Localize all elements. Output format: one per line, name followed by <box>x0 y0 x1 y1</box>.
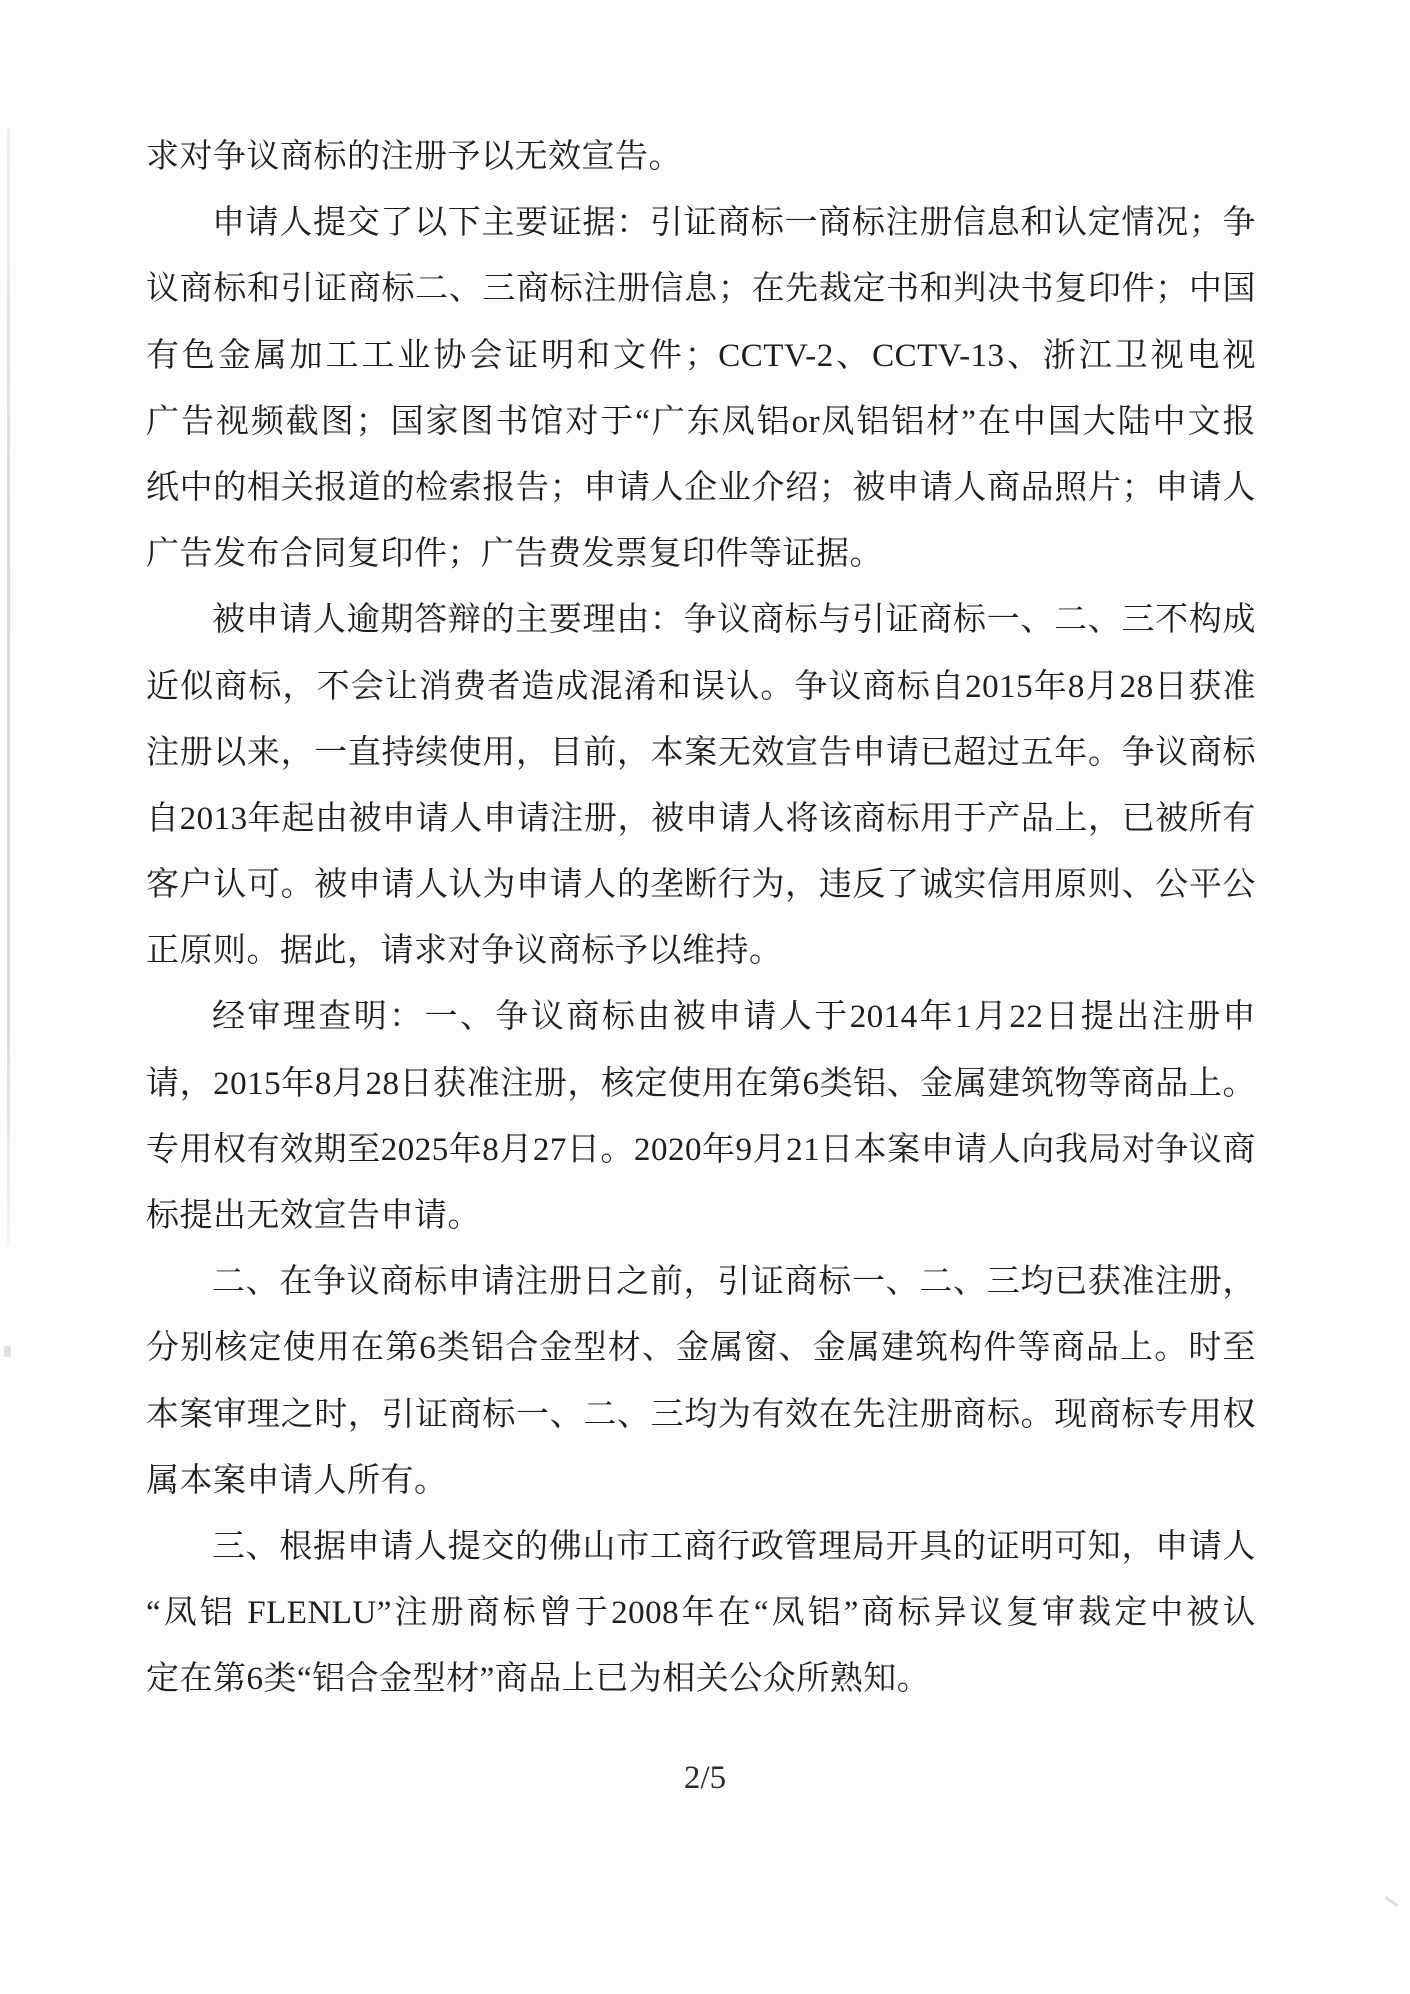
scan-speck-artifact <box>1384 1896 1398 1907</box>
text-line: 本案审理之时，引证商标一、二、三均为有效在先注册商标。现商标专用权 <box>146 1396 1256 1433</box>
text-line: 三、根据申请人提交的佛山市工商行政管理局开具的证明可知，申请人 <box>212 1528 1256 1565</box>
paragraph <box>146 984 1256 1249</box>
page-number: 2/5 <box>683 1760 727 1796</box>
text-line: 求对争议商标的注册予以无效宣告。 <box>146 139 682 175</box>
text-line: 被申请人逾期答辩的主要理由：争议商标与引证商标一、二、三不构成 <box>212 602 1256 639</box>
text-line: 有色金属加工工业协会证明和文件；CCTV-2、CCTV-13、浙江卫视电视 <box>146 337 1256 374</box>
text-line: 近似商标，不会让消费者造成混淆和误认。争议商标自2015年8月28日获准 <box>146 668 1256 705</box>
text-line: 正原则。据此，请求对争议商标予以维持。 <box>146 933 783 970</box>
paragraph <box>146 190 1256 587</box>
paragraph <box>146 1514 1256 1713</box>
text-line: 议商标和引证商标二、三商标注册信息；在先裁定书和判决书复印件；中国 <box>146 271 1256 308</box>
text-line: 经审理查明：一、争议商标由被申请人于2014年1月22日提出注册申 <box>212 999 1256 1036</box>
text-line: 定在第6类“铝合金型材”商品上已为相关公众所熟知。 <box>146 1661 931 1698</box>
text-line: 客户认可。被申请人认为申请人的垄断行为，违反了诚实信用原则、公平公 <box>146 867 1256 904</box>
text-line: 标提出无效宣告申请。 <box>146 1198 481 1234</box>
scan-speck-artifact <box>4 1346 11 1357</box>
paragraph <box>146 124 1256 190</box>
text-line: “凤铝 FLENLU”注册商标曾于2008年在“凤铝”商标异议复审裁定中被认 <box>146 1595 1256 1632</box>
text-line: 广告发布合同复印件；广告费发票复印件等证据。 <box>146 536 883 573</box>
text-line: 分别核定使用在第6类铝合金型材、金属窗、金属建筑构件等商品上。时至 <box>146 1330 1256 1367</box>
text-line: 注册以来，一直持续使用，目前，本案无效宣告申请已超过五年。争议商标 <box>146 734 1256 771</box>
scan-edge-artifact <box>7 128 10 1246</box>
text-line: 二、在争议商标申请注册日之前，引证商标一、二、三均已获准注册， <box>212 1264 1256 1301</box>
text-line: 申请人提交了以下主要证据：引证商标一商标注册信息和认定情况；争 <box>212 205 1256 242</box>
text-line: 广告视频截图；国家图书馆对于“广东凤铝or凤铝铝材”在中国大陆中文报 <box>146 403 1256 440</box>
paragraph <box>146 587 1256 984</box>
paragraph <box>146 1249 1256 1514</box>
text-line: 专用权有效期至2025年8月27日。2020年9月21日本案申请人向我局对争议商 <box>146 1131 1256 1168</box>
text-line: 请，2015年8月28日获准注册，核定使用在第6类铝、金属建筑物等商品上。 <box>146 1065 1256 1102</box>
text-line: 属本案申请人所有。 <box>146 1462 448 1499</box>
text-line: 自2013年起由被申请人申请注册，被申请人将该商标用于产品上，已被所有 <box>146 800 1256 837</box>
text-line: 纸中的相关报道的检索报告；申请人企业介绍；被申请人商品照片；申请人 <box>146 469 1256 506</box>
document-body <box>146 124 1256 1713</box>
